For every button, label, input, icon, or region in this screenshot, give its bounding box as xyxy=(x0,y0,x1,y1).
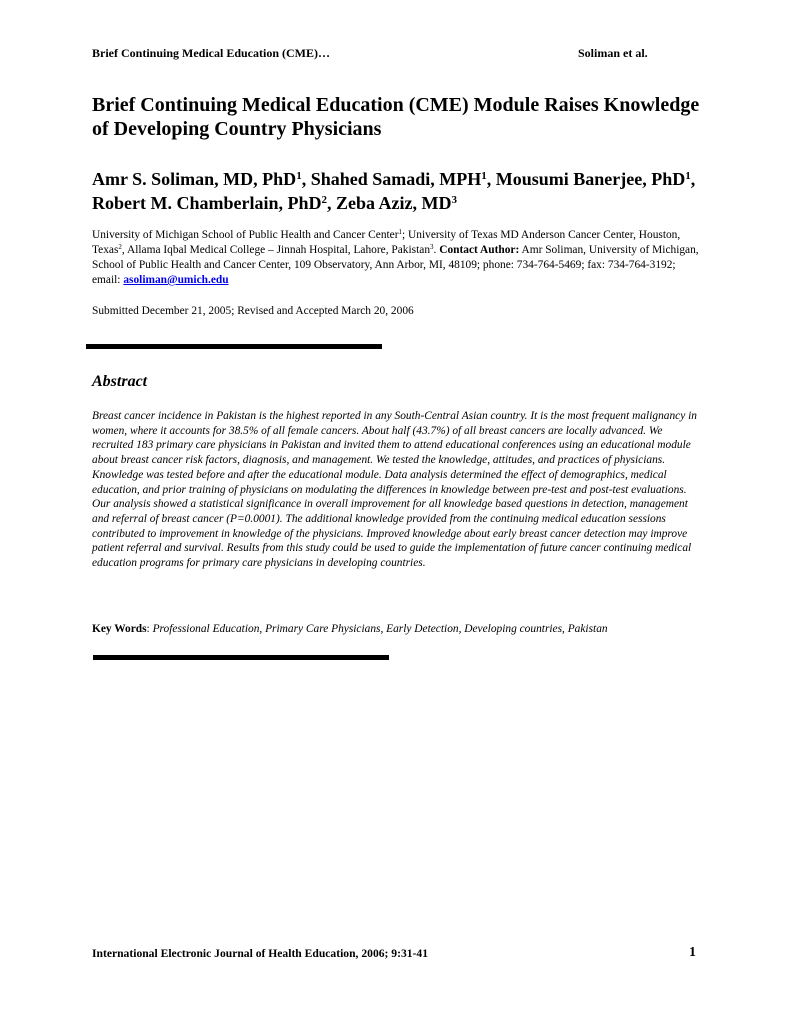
affiliation-mark: 3 xyxy=(430,243,434,251)
email-link[interactable]: asoliman@umich.edu xyxy=(123,274,229,286)
affiliation-mark: 3 xyxy=(451,194,457,206)
author-list xyxy=(92,167,712,215)
abstract-heading: Abstract xyxy=(92,373,148,390)
page-number: 1 xyxy=(689,945,696,960)
affiliation-mark: 1 xyxy=(685,170,691,182)
author xyxy=(311,169,496,189)
author-separator: , xyxy=(486,169,496,189)
author-separator: , xyxy=(301,169,311,189)
author xyxy=(336,193,457,213)
affiliation-text: , Allama Iqbal Medical College – Jinnah Hospital, Lahore, Pakistan xyxy=(121,244,431,256)
author-name: Shahed Samadi, MPH xyxy=(310,169,482,189)
author-separator: , xyxy=(326,193,336,213)
keywords xyxy=(92,623,704,635)
affiliation-text: University of Michigan School of Public Health and Cancer Center xyxy=(92,229,399,241)
affiliations xyxy=(92,228,702,288)
contact-author-label: Contact Author: xyxy=(439,244,520,256)
running-title: Brief Continuing Medical Education (CME)… xyxy=(92,46,331,60)
affiliation-mark: 2 xyxy=(118,243,122,251)
affiliation-mark: 2 xyxy=(321,194,327,206)
divider-rule xyxy=(93,655,389,660)
submission-dates: Submitted December 21, 2005; Revised and Accepted March 20, 2006 xyxy=(92,305,414,317)
keywords-label: Key Words xyxy=(92,623,147,635)
article-title: Brief Continuing Medical Education (CME) Module Raises Knowledge of Developing Country Physicians xyxy=(92,94,700,140)
affiliation-mark: 1 xyxy=(398,228,403,236)
contact-author-details: Amr Soliman, University of Michigan, School of Public Health and Cancer Center, 109 Observatory, Ann Arbor, MI, 48109; phone: 734-764-5469; fax: 734-764-3192; email: xyxy=(92,244,699,286)
author xyxy=(92,169,311,189)
keywords-colon: : xyxy=(146,623,153,635)
author-name: Amr S. Soliman, MD, PhD xyxy=(92,169,297,189)
abstract-text: Breast cancer incidence in Pakistan is the highest reported in any South-Central Asian country. It is the most frequent malignancy in women, where it accounts for 38.5% of all female cancers. About half (43.7%) of all breast cancers are locally advanced. We recruited 183 primary care physicians in Pakistan and invited them to attend educational conferences using an educational module about breast cancer risk factors, diagnosis, and management. We tested the knowledge, attitudes, and practices of physicians. Knowledge was tested before and after the educational module. Data analysis determined the effect of demographics, medical education, and prior training of physicians on modulating the differences in knowledge between pre-test and post-test evaluations. Our analysis showed a statistical significance in overall improvement for all knowledge based questions in detection, management and referral of breast cancer (P=0.0001). The additional knowledge provided from the continuing medical education sessions contributed to improvement in knowledge of the physicians. Improved knowledge about early breast cancer detection may improve patient referral and survival. Results from this study could be used to guide the implementation of future cancer continuing medical education programs for primary care physicians in developing countries. xyxy=(92,410,697,570)
author-separator: , xyxy=(690,169,696,189)
affiliation-text: ; University of Texas MD Anderson Cancer Center, Houston, Texas xyxy=(92,229,681,256)
keywords-list: Professional Education, Primary Care Physicians, Early Detection, Developing countries, Pakistan xyxy=(152,623,608,635)
affiliation-mark: 1 xyxy=(296,170,302,182)
author-name: Mousumi Banerjee, PhD xyxy=(495,169,686,189)
author xyxy=(496,169,695,189)
author-name: Zeba Aziz, MD xyxy=(335,193,452,213)
running-authors: Soliman et al. xyxy=(578,46,648,60)
author-name: Robert M. Chamberlain, PhD xyxy=(92,193,322,213)
divider-rule xyxy=(86,344,382,349)
affiliation-mark: 1 xyxy=(481,170,487,182)
affiliation-end: . xyxy=(433,244,440,256)
author xyxy=(92,193,336,213)
journal-citation: International Electronic Journal of Health Education, 2006; 9:31-41 xyxy=(92,947,428,960)
